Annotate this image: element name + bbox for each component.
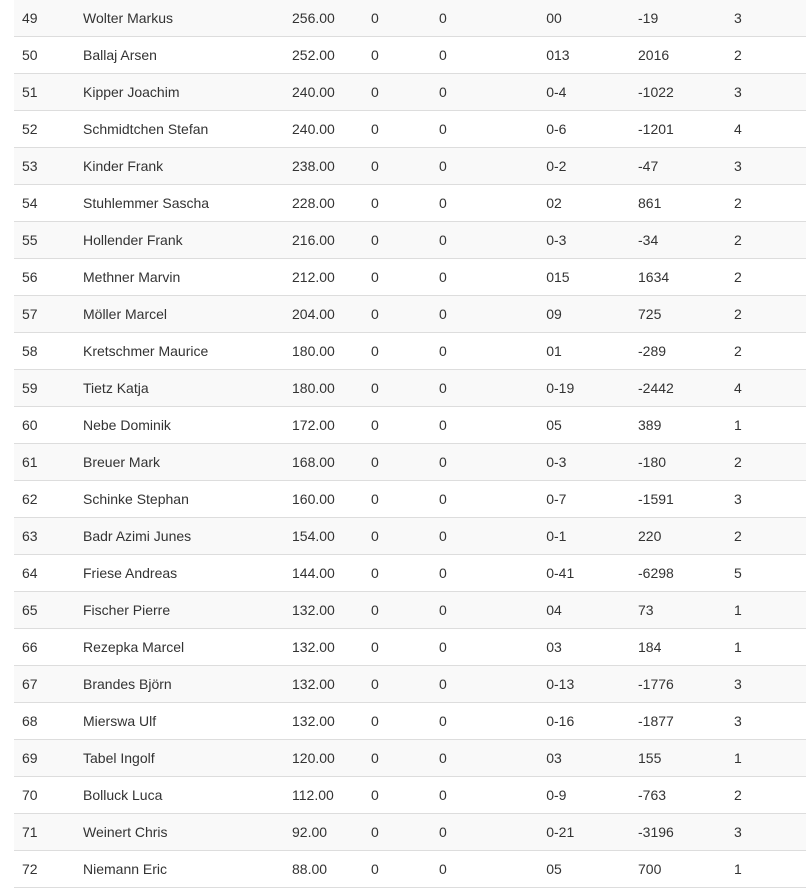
points-cell: 228.00	[292, 184, 371, 221]
score-cell: 155	[638, 739, 734, 776]
table-row	[14, 702, 806, 739]
stat-a-cell: 0	[371, 702, 439, 739]
table-row	[14, 73, 806, 110]
difference-cell: -19	[554, 369, 638, 406]
score-cell: 700	[638, 850, 734, 887]
stat-c-cell: 0	[533, 554, 554, 591]
rank-cell: 66	[14, 628, 83, 665]
rank-cell: 53	[14, 147, 83, 184]
games-cell: 3	[734, 665, 806, 702]
stat-a-cell: 0	[371, 480, 439, 517]
player-name-cell: Kinder Frank	[83, 147, 292, 184]
table-row	[14, 554, 806, 591]
games-cell: 2	[734, 36, 806, 73]
points-cell: 252.00	[292, 36, 371, 73]
stat-a-cell: 0	[371, 147, 439, 184]
stat-a-cell: 0	[371, 628, 439, 665]
stat-a-cell: 0	[371, 739, 439, 776]
score-cell: -1591	[638, 480, 734, 517]
score-cell: -2442	[638, 369, 734, 406]
score-cell: 184	[638, 628, 734, 665]
score-cell: -763	[638, 776, 734, 813]
table-row	[14, 776, 806, 813]
stat-b-cell: 0	[439, 628, 533, 665]
rank-cell: 54	[14, 184, 83, 221]
stat-c-cell: 0	[533, 480, 554, 517]
stat-c-cell: 0	[533, 332, 554, 369]
rank-cell: 69	[14, 739, 83, 776]
table-row	[14, 665, 806, 702]
rank-cell: 58	[14, 332, 83, 369]
rank-cell: 56	[14, 258, 83, 295]
points-cell: 172.00	[292, 406, 371, 443]
stat-c-cell: 0	[533, 813, 554, 850]
score-cell: -1201	[638, 110, 734, 147]
games-cell: 2	[734, 184, 806, 221]
games-cell: 2	[734, 517, 806, 554]
difference-cell: 15	[554, 258, 638, 295]
stat-c-cell: 0	[533, 147, 554, 184]
rank-cell: 51	[14, 73, 83, 110]
player-name-cell: Rezepka Marcel	[83, 628, 292, 665]
points-cell: 256.00	[292, 0, 371, 36]
difference-cell: -2	[554, 147, 638, 184]
table-row	[14, 813, 806, 850]
score-cell: -6298	[638, 554, 734, 591]
points-cell: 144.00	[292, 554, 371, 591]
rank-cell: 59	[14, 369, 83, 406]
stat-a-cell: 0	[371, 665, 439, 702]
points-cell: 88.00	[292, 850, 371, 887]
table-row	[14, 147, 806, 184]
player-name-cell: Wolter Markus	[83, 0, 292, 36]
stat-c-cell: 0	[533, 406, 554, 443]
player-name-cell: Ballaj Arsen	[83, 36, 292, 73]
points-cell: 160.00	[292, 480, 371, 517]
stat-c-cell: 0	[533, 517, 554, 554]
player-name-cell: Stuhlemmer Sascha	[83, 184, 292, 221]
stat-b-cell: 0	[439, 258, 533, 295]
difference-cell: 5	[554, 406, 638, 443]
difference-cell: -21	[554, 813, 638, 850]
score-cell: -34	[638, 221, 734, 258]
stat-b-cell: 0	[439, 850, 533, 887]
difference-cell: -41	[554, 554, 638, 591]
rank-cell: 72	[14, 850, 83, 887]
player-name-cell: Kipper Joachim	[83, 73, 292, 110]
points-cell: 154.00	[292, 517, 371, 554]
rank-cell: 60	[14, 406, 83, 443]
stat-c-cell: 0	[533, 591, 554, 628]
player-name-cell: Mierswa Ulf	[83, 702, 292, 739]
stat-a-cell: 0	[371, 221, 439, 258]
points-cell: 92.00	[292, 813, 371, 850]
rank-cell: 70	[14, 776, 83, 813]
rank-cell: 67	[14, 665, 83, 702]
points-cell: 212.00	[292, 258, 371, 295]
score-cell: -1022	[638, 73, 734, 110]
player-name-cell: Fischer Pierre	[83, 591, 292, 628]
stat-b-cell: 0	[439, 665, 533, 702]
games-cell: 3	[734, 73, 806, 110]
table-row	[14, 591, 806, 628]
games-cell: 4	[734, 369, 806, 406]
table-row	[14, 332, 806, 369]
games-cell: 3	[734, 0, 806, 36]
score-cell: 2016	[638, 36, 734, 73]
games-cell: 5	[734, 554, 806, 591]
difference-cell: 1	[554, 332, 638, 369]
stat-a-cell: 0	[371, 295, 439, 332]
rank-cell: 62	[14, 480, 83, 517]
rank-cell: 65	[14, 591, 83, 628]
table-row	[14, 443, 806, 480]
player-name-cell: Weinert Chris	[83, 813, 292, 850]
stat-c-cell: 0	[533, 295, 554, 332]
table-row	[14, 0, 806, 36]
stat-a-cell: 0	[371, 0, 439, 36]
table-row	[14, 258, 806, 295]
difference-cell: 2	[554, 184, 638, 221]
points-cell: 180.00	[292, 369, 371, 406]
player-name-cell: Schinke Stephan	[83, 480, 292, 517]
stat-c-cell: 0	[533, 665, 554, 702]
games-cell: 1	[734, 739, 806, 776]
player-name-cell: Niemann Eric	[83, 850, 292, 887]
stat-a-cell: 0	[371, 73, 439, 110]
games-cell: 2	[734, 295, 806, 332]
stat-b-cell: 0	[439, 295, 533, 332]
stat-c-cell: 0	[533, 36, 554, 73]
stat-a-cell: 0	[371, 258, 439, 295]
player-name-cell: Friese Andreas	[83, 554, 292, 591]
score-cell: -1776	[638, 665, 734, 702]
difference-cell: 9	[554, 295, 638, 332]
rank-cell: 64	[14, 554, 83, 591]
stat-c-cell: 0	[533, 776, 554, 813]
stat-b-cell: 0	[439, 0, 533, 36]
stat-b-cell: 0	[439, 184, 533, 221]
difference-cell: -6	[554, 110, 638, 147]
stat-b-cell: 0	[439, 147, 533, 184]
games-cell: 3	[734, 702, 806, 739]
difference-cell: -3	[554, 443, 638, 480]
table-row	[14, 480, 806, 517]
difference-cell: 5	[554, 850, 638, 887]
rank-cell: 49	[14, 0, 83, 36]
rank-cell: 61	[14, 443, 83, 480]
stat-a-cell: 0	[371, 591, 439, 628]
stat-b-cell: 0	[439, 517, 533, 554]
difference-cell: -7	[554, 480, 638, 517]
stat-a-cell: 0	[371, 517, 439, 554]
stat-a-cell: 0	[371, 406, 439, 443]
difference-cell: -13	[554, 665, 638, 702]
rank-cell: 50	[14, 36, 83, 73]
score-cell: -47	[638, 147, 734, 184]
rank-cell: 52	[14, 110, 83, 147]
games-cell: 2	[734, 443, 806, 480]
stat-c-cell: 0	[533, 110, 554, 147]
player-name-cell: Breuer Mark	[83, 443, 292, 480]
difference-cell: -3	[554, 221, 638, 258]
games-cell: 1	[734, 850, 806, 887]
stat-a-cell: 0	[371, 850, 439, 887]
points-cell: 132.00	[292, 628, 371, 665]
difference-cell: 13	[554, 36, 638, 73]
rank-cell: 63	[14, 517, 83, 554]
score-cell: 861	[638, 184, 734, 221]
stat-c-cell: 0	[533, 850, 554, 887]
player-name-cell: Möller Marcel	[83, 295, 292, 332]
stat-a-cell: 0	[371, 443, 439, 480]
games-cell: 4	[734, 110, 806, 147]
table-row	[14, 295, 806, 332]
stat-c-cell: 0	[533, 221, 554, 258]
difference-cell: 4	[554, 591, 638, 628]
table-row	[14, 628, 806, 665]
stat-b-cell: 0	[439, 36, 533, 73]
player-name-cell: Schmidtchen Stefan	[83, 110, 292, 147]
score-cell: 389	[638, 406, 734, 443]
player-name-cell: Methner Marvin	[83, 258, 292, 295]
stat-b-cell: 0	[439, 221, 533, 258]
games-cell: 2	[734, 776, 806, 813]
player-name-cell: Nebe Dominik	[83, 406, 292, 443]
difference-cell: 3	[554, 628, 638, 665]
points-cell: 238.00	[292, 147, 371, 184]
games-cell: 2	[734, 332, 806, 369]
score-cell: -1877	[638, 702, 734, 739]
standings-rows	[14, 0, 806, 887]
table-row	[14, 36, 806, 73]
rank-cell: 68	[14, 702, 83, 739]
stat-c-cell: 0	[533, 258, 554, 295]
points-cell: 240.00	[292, 73, 371, 110]
score-cell: 1634	[638, 258, 734, 295]
player-name-cell: Bolluck Luca	[83, 776, 292, 813]
difference-cell: -16	[554, 702, 638, 739]
stat-b-cell: 0	[439, 443, 533, 480]
games-cell: 3	[734, 813, 806, 850]
stat-c-cell: 0	[533, 369, 554, 406]
score-cell: 220	[638, 517, 734, 554]
player-name-cell: Tietz Katja	[83, 369, 292, 406]
stat-b-cell: 0	[439, 406, 533, 443]
stat-a-cell: 0	[371, 813, 439, 850]
stat-a-cell: 0	[371, 110, 439, 147]
stat-c-cell: 0	[533, 0, 554, 36]
stat-b-cell: 0	[439, 110, 533, 147]
points-cell: 112.00	[292, 776, 371, 813]
points-cell: 132.00	[292, 702, 371, 739]
stat-a-cell: 0	[371, 332, 439, 369]
player-name-cell: Hollender Frank	[83, 221, 292, 258]
table-row	[14, 850, 806, 887]
games-cell: 3	[734, 480, 806, 517]
stat-c-cell: 0	[533, 628, 554, 665]
player-name-cell: Tabel Ingolf	[83, 739, 292, 776]
games-cell: 1	[734, 406, 806, 443]
stat-b-cell: 0	[439, 332, 533, 369]
player-name-cell: Kretschmer Maurice	[83, 332, 292, 369]
stat-a-cell: 0	[371, 369, 439, 406]
stat-b-cell: 0	[439, 554, 533, 591]
stat-b-cell: 0	[439, 739, 533, 776]
stat-a-cell: 0	[371, 36, 439, 73]
stat-c-cell: 0	[533, 73, 554, 110]
games-cell: 1	[734, 591, 806, 628]
table-row	[14, 406, 806, 443]
points-cell: 216.00	[292, 221, 371, 258]
stat-b-cell: 0	[439, 591, 533, 628]
difference-cell: -1	[554, 517, 638, 554]
difference-cell: -9	[554, 776, 638, 813]
score-cell: 725	[638, 295, 734, 332]
rank-cell: 71	[14, 813, 83, 850]
stat-c-cell: 0	[533, 443, 554, 480]
games-cell: 3	[734, 147, 806, 184]
stat-b-cell: 0	[439, 813, 533, 850]
table-row	[14, 369, 806, 406]
stat-b-cell: 0	[439, 73, 533, 110]
points-cell: 240.00	[292, 110, 371, 147]
points-cell: 180.00	[292, 332, 371, 369]
table-row	[14, 221, 806, 258]
player-name-cell: Badr Azimi Junes	[83, 517, 292, 554]
score-cell: -19	[638, 0, 734, 36]
rank-cell: 55	[14, 221, 83, 258]
points-cell: 168.00	[292, 443, 371, 480]
stat-b-cell: 0	[439, 369, 533, 406]
standings-table	[14, 0, 806, 888]
games-cell: 2	[734, 221, 806, 258]
stat-b-cell: 0	[439, 776, 533, 813]
games-cell: 2	[734, 258, 806, 295]
stat-c-cell: 0	[533, 184, 554, 221]
stat-b-cell: 0	[439, 702, 533, 739]
score-cell: 73	[638, 591, 734, 628]
table-row	[14, 110, 806, 147]
table-row	[14, 739, 806, 776]
stat-c-cell: 0	[533, 739, 554, 776]
difference-cell: 3	[554, 739, 638, 776]
player-name-cell: Brandes Björn	[83, 665, 292, 702]
games-cell: 1	[734, 628, 806, 665]
rank-cell: 57	[14, 295, 83, 332]
stat-a-cell: 0	[371, 776, 439, 813]
table-row	[14, 517, 806, 554]
score-cell: -180	[638, 443, 734, 480]
score-cell: -3196	[638, 813, 734, 850]
difference-cell: -4	[554, 73, 638, 110]
points-cell: 120.00	[292, 739, 371, 776]
stat-a-cell: 0	[371, 184, 439, 221]
points-cell: 132.00	[292, 665, 371, 702]
stat-b-cell: 0	[439, 480, 533, 517]
points-cell: 204.00	[292, 295, 371, 332]
stat-c-cell: 0	[533, 702, 554, 739]
difference-cell: 0	[554, 0, 638, 36]
table-row	[14, 184, 806, 221]
points-cell: 132.00	[292, 591, 371, 628]
stat-a-cell: 0	[371, 554, 439, 591]
score-cell: -289	[638, 332, 734, 369]
